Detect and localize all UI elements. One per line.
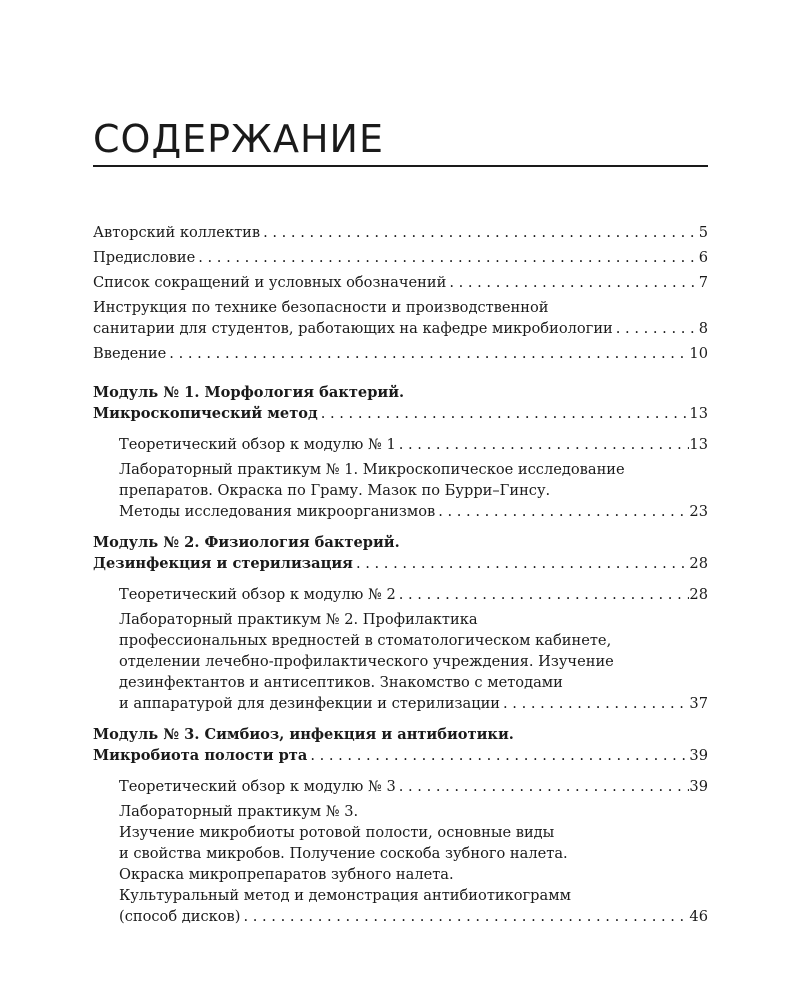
dot-leader <box>318 403 690 424</box>
toc-entry-title: Список сокращений и условных обозначений <box>93 274 447 291</box>
toc-module-title-line: Модуль № 1. Морфология бактерий. <box>93 384 405 401</box>
toc-entry-theory-3[interactable] <box>93 776 708 797</box>
dot-leader <box>500 693 689 714</box>
toc-page-number: 7 <box>698 274 708 291</box>
dot-leader <box>446 272 698 293</box>
toc-entry-title-line: Окраска микропрепаратов зубного налета. <box>119 866 454 883</box>
dot-leader <box>307 745 689 766</box>
toc-entry-safety-instructions[interactable] <box>93 297 708 339</box>
toc-page-number: 28 <box>689 555 708 572</box>
toc-entry-abbreviations[interactable] <box>93 272 708 293</box>
toc-entry-theory-1[interactable] <box>93 434 708 455</box>
toc-entry-title: (способ дисков) <box>119 908 241 925</box>
toc-module-title: Микроскопический метод <box>93 405 318 422</box>
toc-entry-title: Введение <box>93 345 167 362</box>
dot-leader <box>435 501 689 522</box>
toc-entry-title-line: Изучение микробиоты ротовой полости, основные виды <box>119 824 555 841</box>
toc-page-number: 37 <box>689 695 708 712</box>
toc-entry-title: Теоретический обзор к модулю № 2 <box>119 586 396 603</box>
toc-entry-lab-2[interactable] <box>93 609 708 714</box>
page-title: СОДЕРЖАНИЕ <box>93 117 384 161</box>
toc-entry-introduction[interactable] <box>93 343 708 364</box>
title-underline <box>93 165 708 167</box>
toc-entry-title-line: Лабораторный практикум № 3. <box>119 803 359 820</box>
toc-entry-title-line: и свойства микробов. Получение соскоба зубного налета. <box>119 845 568 862</box>
toc-entry-lab-1[interactable] <box>93 459 708 522</box>
toc-entry-preface[interactable] <box>93 247 708 268</box>
toc-entry-title: и аппаратурой для дезинфекции и стерилизации <box>119 695 501 712</box>
toc-page-number: 10 <box>689 345 708 362</box>
table-of-contents <box>93 222 708 931</box>
toc-entry-title: Теоретический обзор к модулю № 3 <box>119 778 396 795</box>
dot-leader <box>195 247 698 268</box>
dot-leader <box>613 318 699 339</box>
toc-module-3[interactable] <box>93 724 708 766</box>
dot-leader <box>240 906 689 927</box>
toc-page-number: 46 <box>689 908 708 925</box>
toc-entry-theory-2[interactable] <box>93 584 708 605</box>
toc-page-number: 28 <box>689 586 708 603</box>
toc-module-title-line: Модуль № 2. Физиология бактерий. <box>93 534 400 551</box>
toc-entry-title-line: дезинфектантов и антисептиков. Знакомство с методами <box>119 674 563 691</box>
dot-leader <box>260 222 699 243</box>
toc-entry-title-line: Культуральный метод и демонстрация антибиотикограмм <box>119 887 571 904</box>
toc-entry-title-line: Лабораторный практикум № 2. Профилактика <box>119 611 478 628</box>
dot-leader <box>396 584 690 605</box>
toc-entry-title: Предисловие <box>93 249 196 266</box>
toc-module-title: Дезинфекция и стерилизация <box>93 555 353 572</box>
toc-entry-title: санитарии для студентов, работающих на кафедре микробиологии <box>93 320 613 337</box>
toc-page-number: 8 <box>698 320 708 337</box>
toc-module-title: Микробиота полости рта <box>93 747 308 764</box>
toc-entry-title: Теоретический обзор к модулю № 1 <box>119 436 396 453</box>
toc-entry-title-line: препаратов. Окраска по Граму. Мазок по Бурри–Гинсу. <box>119 482 551 499</box>
toc-entry-title: Авторский коллектив <box>93 224 261 241</box>
dot-leader <box>396 776 690 797</box>
toc-module-1[interactable] <box>93 382 708 424</box>
toc-entry-title: Методы исследования микроорганизмов <box>119 503 436 520</box>
toc-page-number: 6 <box>698 249 708 266</box>
toc-entry-title-line: Лабораторный практикум № 1. Микроскопическое исследование <box>119 461 625 478</box>
toc-entry-title-line: профессиональных вредностей в стоматологическом кабинете, <box>119 632 612 649</box>
toc-page-number: 13 <box>689 405 708 422</box>
toc-entry-lab-3[interactable] <box>93 801 708 927</box>
toc-entry-authors[interactable] <box>93 222 708 243</box>
dot-leader <box>353 553 689 574</box>
toc-page-number: 5 <box>698 224 708 241</box>
dot-leader <box>166 343 689 364</box>
toc-page-number: 23 <box>689 503 708 520</box>
toc-module-2[interactable] <box>93 532 708 574</box>
dot-leader <box>396 434 690 455</box>
toc-module-title-line: Модуль № 3. Симбиоз, инфекция и антибиотики. <box>93 726 514 743</box>
toc-page-number: 39 <box>689 778 708 795</box>
toc-entry-title-line: Инструкция по технике безопасности и производственной <box>93 299 549 316</box>
toc-page-number: 13 <box>689 436 708 453</box>
toc-page-number: 39 <box>689 747 708 764</box>
toc-entry-title-line: отделении лечебно-профилактического учреждения. Изучение <box>119 653 614 670</box>
